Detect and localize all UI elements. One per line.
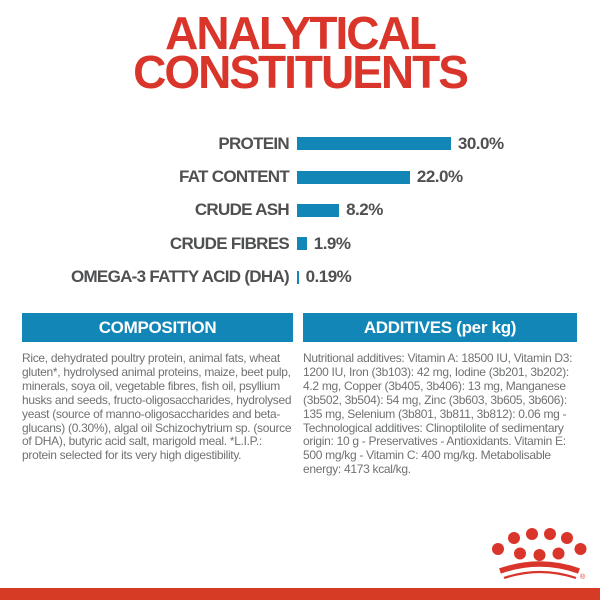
chart-value-label: 8.2% [346,200,383,220]
additives-header: ADDITIVES (per kg) [303,313,577,342]
registered-trademark-symbol: ® [580,574,586,581]
chart-value-label: 1.9% [313,233,351,253]
chart-row [0,194,600,227]
chart-bar [297,237,307,250]
chart-row [0,127,600,160]
crown-dots [492,528,587,561]
chart-bar [297,171,410,184]
composition-body-text: Rice, dehydrated poultry protein, animal fats, wheat gluten*, hydrolysed animal proteins, maize, beet pulp, minerals, soya oil, vegetable fibres, fish oil, psyllium husks and seeds, fructo-oligosaccharides, hydrolysed yeast (source of manno-oligosaccharides and beta-glucans) (0.30%), algal oil Schizochytrium sp. (source of DHA), butyric acid salt, marigold meal. *L.I.P.: protein selected for its very high digestibility. [22,351,292,463]
chart-category-label: OMEGA-3 FATTY ACID (DHA) [70,267,289,287]
additives-section [303,313,577,477]
chart-value-label: 30.0% [457,133,504,153]
page-title [0,7,600,98]
chart-value-label: 0.19% [305,267,352,287]
royal-canin-crown-logo [492,526,588,583]
composition-section [22,313,293,463]
page-title-line-2: CONSTITUENTS [133,46,467,98]
chart-category-label: FAT CONTENT [178,167,289,187]
chart-category-label: PROTEIN [218,133,289,153]
analytical-constituents-bar-chart [0,127,600,294]
chart-bar [297,137,451,150]
bottom-red-bar [0,588,600,600]
additives-body-text: Nutritional additives: Vitamin A: 18500 IU, Vitamin D3: 1200 IU, Iron (3b103): 42 mg, Iodine (3b201, 3b202): 4.2 mg, Copper (3b405, 3b406): 13 mg, Manganese (3b502, 3b504): 54 mg, Zinc (3b603, 3b605, 3b606): 135 mg, Selenium (3b801, 3b811, 3b812): 0.06 mg - Technological additives: Clinoptilolite of sedimentary origin: 10 g - Preservatives - Antioxidants. Vitamin E: 500 mg/kg - Vitamin C: 400 mg/kg. Metabolisable energy: 4173 kcal/kg. [303,351,573,477]
composition-header: COMPOSITION [22,313,293,342]
crown-band-thick [500,564,579,571]
chart-bar [297,271,299,284]
crown-band-thin [504,572,576,578]
chart-row [0,160,600,193]
chart-bar [297,204,339,217]
chart-category-label: CRUDE FIBRES [169,233,289,253]
chart-value-label: 22.0% [416,167,463,187]
chart-category-label: CRUDE ASH [194,200,289,220]
chart-row [0,227,600,260]
page-title-line-1: ANALYTICAL [165,7,435,59]
chart-row [0,261,600,294]
